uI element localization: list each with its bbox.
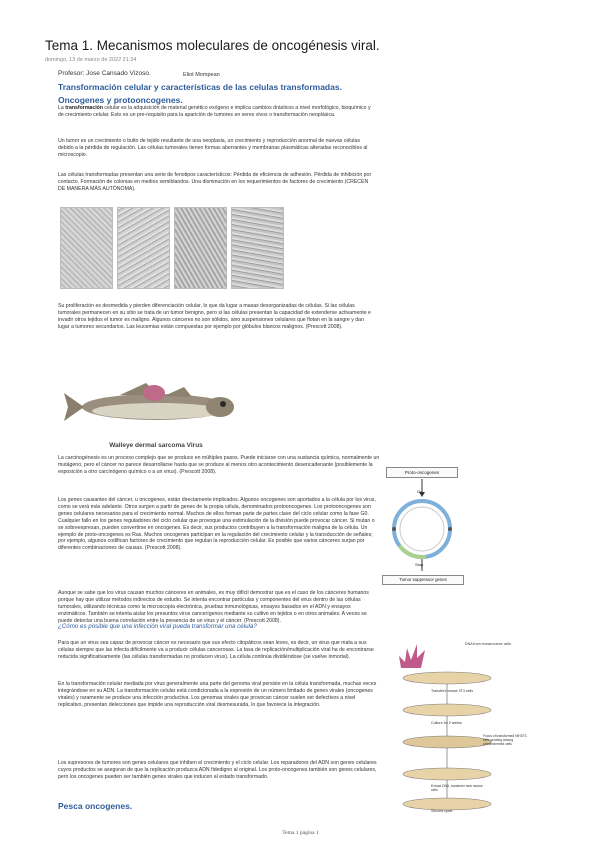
focus-label: Focus of transformed NIH3T3 cells growing among untransformed cells bbox=[483, 734, 527, 746]
paragraph-virus-cancer: Aunque se sabe que los virus causan muchos cánceres en animales, es muy difícil demostrar que es el caso de los cánceres humanos porque hay que utilizar métodos indirectos de estudio. Se intenta encontrar partículas y componentes del virus dentro de las células tumorales, utilizando técnicas como la microscopía electrónica, pruebas inmunológicas, ensayos basados en el ADN y ensayos enzimáticos. También se intenta aislar los presuntos virus cancerígenos mediante su cultivo en tejidos o en otros animales. A veces se puede detectar una buena correlación entre la presencia de un virus y el cáncer. (Prescott 2008). bbox=[58, 590, 369, 624]
fish-caption: Walleye dermal sarcoma Virus bbox=[109, 442, 203, 449]
page-title: Tema 1. Mecanismos moleculares de oncogénesis viral. bbox=[45, 38, 380, 53]
section-heading-transformacion: Transformación celular y características de las celulas transformadas. bbox=[58, 82, 342, 92]
cell-cycle-diagram bbox=[386, 467, 458, 587]
transfect-label: Transfect mouse 3T3 cells bbox=[431, 689, 474, 693]
transfection-experiment-diagram bbox=[387, 634, 527, 814]
proto-oncogenes-label: Proto-oncogenes bbox=[386, 467, 458, 478]
section-subheading-oncogenes: Oncogenes y protooncogenes. bbox=[58, 95, 183, 105]
dna-label: DNA from human tumor cells bbox=[465, 642, 511, 646]
section-heading-pesca-oncogenes: Pesca oncogenes. bbox=[58, 801, 133, 811]
paragraph-tumor: Un tumor es un crecimiento o bulto de tejido resultante de una neoplasia, un crecimiento y reproducción anormal de nuevas células debido a la pérdida de regulación. Las células tumorales tienen formas aberrantes y membranas plasmáticas alteradas reconocibles al microscopio. bbox=[58, 138, 368, 158]
question-heading: ¿Cómo es posible que una infección viral pueda transformar una célula? bbox=[58, 623, 257, 630]
paragraph-genoma-viral: En la transformación celular mediada por virus generalmente una parte del genoma viral persiste en la célula transformada, muchas veces integrándose en su ADN. La transformación celular está condicionada a la expresión de un número limitado de genes virales (oncogenes virales) y raramente se produce una infección productiva. Los genomas virales que provocan cáncer suelen ser defectivos a nivel replicativo, presentan delecciones que impide una reproducción viral desmesurada, lo que favorece la integración. bbox=[58, 681, 377, 708]
second-cycle-label: Second cycle bbox=[431, 809, 453, 813]
extract-label: Extract DNA, transform new mouse cells bbox=[431, 784, 483, 792]
walleye-fish-image bbox=[60, 369, 252, 449]
paragraph-supresores: Los supresores de tumores son genes celulares que inhiben el crecimiento y el ciclo celular. Los reparadores del ADN son genes celulares cuyos productos se aseguran de que la replicación produzca ADN fidedigno al original. Los proto-oncogenes también son genes celulares, pero los oncogenes pueden ser también genes virales que inducen al estado transformado. bbox=[58, 760, 377, 780]
professor-line: Profesor: Jose Cansado Vizoso. bbox=[58, 70, 151, 77]
paragraph-proliferacion: Su proliferación es desmedida y pierden diferenciación celular, lo que da lugar a masas desorganizadas de células. Si las células tumorales permanecen en su sitio se trata de un tumor benigno, pero si las células presentan la capacidad de extenderse activamente e invadir otros tejidos el tumor es maligno. Algunos cánceres no son sólidos, sino suspensiones celulares que flotan en la sangre y dan lugar a tumores secundarios. Las leucemias están compuestas por ejemplo por glóbulos blancos malignos. (Prescott 2008). bbox=[58, 303, 371, 330]
paragraph-transformacion: La transformación celular es la adquisición de material genético exógeno e implica cambios drásticos a nivel morfológico, bioquímico y de crecimiento celular. Esto es un pre-requisito para la aparición de tumores en seres vivos o transformación neoplásica. bbox=[58, 105, 371, 118]
micrograph-image-4 bbox=[231, 207, 284, 289]
micrograph-image-2 bbox=[117, 207, 170, 289]
micrograph-image-3 bbox=[174, 207, 227, 289]
culture-label: Culture for 2 weeks bbox=[431, 721, 462, 725]
page-date: domingo, 13 de marzo de 2022 21:34 bbox=[45, 57, 137, 63]
page-footer: Tema 1 página 1 bbox=[282, 830, 319, 836]
g0-label: Go bbox=[417, 489, 423, 494]
tumor-suppressor-label: Tumor suppressor genes bbox=[382, 575, 464, 585]
paragraph-efecto-citopatico: Para que un virus sea capaz de provocar cáncer es necesario que sus efecto citopáticos sean leves, es decir, un virus que mata a sus células siempre que las infecta difícilmente va a producir células cancerosas. La tasa de replicación/multiplicación viral ha de encontrarse reducida significativamente (las células transformadas no producen virus). La célula continúa dividiéndose (se vuelve inmortal). bbox=[58, 640, 374, 660]
stop-label: Stop bbox=[415, 562, 424, 567]
paragraph-fenotipos: Las células transformadas presentan una serie de fenotipos característicos: Pérdida de eficiencia de adhesión. Pérdida de inhibición por contacto. Formación de colonias en medios semiblandos. Una disminución en los requerimientos de factores de crecimiento (CRECEN DE MANERA MÁS AUTÓNOMA). bbox=[58, 172, 372, 192]
paragraph-carcinogenesis: La carcinogénesis es un proceso complejo que se produce en múltiples pasos. Puede iniciarse con una sustancia química, normalmente un mutágeno, pero el cáncer no parece desarrollarse hasta que se produce al menos otro acontecimiento desencadenante (posiblemente la exposición a otro carcinógeno químico o a un virus). (Prescott 2008). bbox=[58, 455, 380, 475]
paragraph-oncogenes: Los genes causantes del cáncer, u oncogenes, están directamente implicados. Algunos oncogenes son aportados a la célula por los virus, como se verá más adelante. Otros surgen a partir de genes de la propia célula, denominados protooncogenes. Los protooncogenes son genes celulares necesarios para el crecimiento normal. Muchos de ellos forman parte de partes clave del ciclo celular como la fase G0. Cualquier fallo en los genes reguladores del ciclo celular que provoque una estimulación de la división puede provocar cáncer. Si mutan o se sobreexpresan, pueden convertirse en oncogenes. Es decir, sus productos contribuyen a la transformación maligna de la célula. Un ejemplo de proto-oncogenes es Ras. Muchos oncogenes participan en la regulación del crecimiento celular y la transducción de señales; por ejemplo, algunos codifican factores de crecimiento que regulan la reproducción celular. Es posible que varios cánceres surjan por diferentes combinaciones de causas. (Prescott 2008). bbox=[58, 497, 376, 552]
micrograph-image-1 bbox=[60, 207, 113, 289]
author-name: Eliot Mompean bbox=[183, 72, 220, 78]
